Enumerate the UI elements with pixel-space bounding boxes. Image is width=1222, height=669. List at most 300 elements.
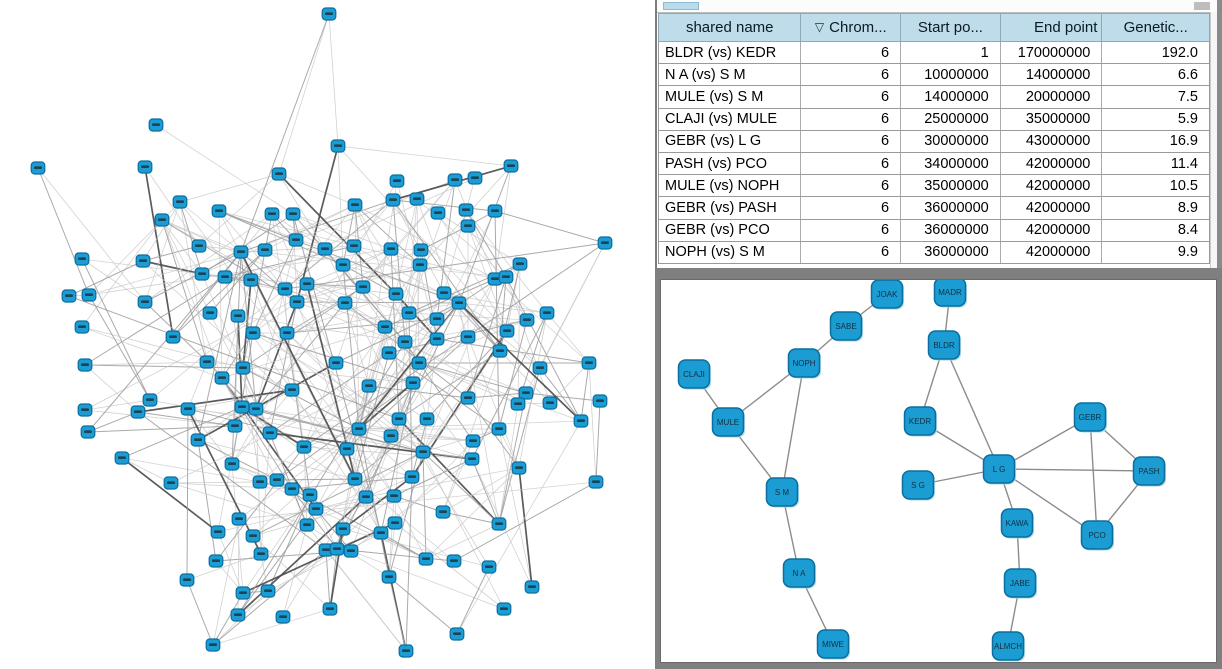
table-cell[interactable]: 6 <box>801 220 901 241</box>
node-label-illegible <box>169 335 177 338</box>
detail-network-canvas[interactable] <box>661 280 1216 662</box>
table-cell[interactable]: 8.4 <box>1177 222 1198 239</box>
network-node[interactable] <box>416 446 430 458</box>
table-cell[interactable]: 10.5 <box>1169 177 1198 194</box>
node-label-illegible <box>292 238 300 241</box>
network-node[interactable] <box>413 259 427 271</box>
network-node[interactable] <box>318 243 332 255</box>
network-node[interactable] <box>402 307 416 319</box>
network-node[interactable] <box>280 327 294 339</box>
table-grid <box>658 13 1210 264</box>
network-node[interactable] <box>392 413 406 425</box>
network-node[interactable] <box>231 310 245 322</box>
table-cell[interactable]: 42000000 <box>1001 153 1103 174</box>
network-node[interactable] <box>289 234 303 246</box>
network-node[interactable] <box>338 297 352 309</box>
network-node[interactable] <box>386 194 400 206</box>
node-label-illegible <box>491 209 499 212</box>
table-cell[interactable]: MULE (vs) S M <box>659 86 801 107</box>
table-cell[interactable]: 8.9 <box>1177 199 1198 216</box>
network-node[interactable] <box>228 420 242 432</box>
network-node[interactable] <box>203 307 217 319</box>
node-label-illegible <box>139 259 147 262</box>
network-node-NA[interactable] <box>784 559 817 589</box>
node-label-illegible <box>415 361 423 364</box>
network-edge <box>526 393 600 401</box>
network-edge-NOPH-SM[interactable] <box>782 363 804 492</box>
network-node[interactable] <box>420 413 434 425</box>
network-node[interactable] <box>235 401 249 413</box>
table-cell[interactable]: 35000000 <box>901 175 1001 196</box>
network-node[interactable] <box>265 208 279 220</box>
network-node[interactable] <box>246 327 260 339</box>
node-label-illegible <box>266 431 274 434</box>
network-node[interactable] <box>244 274 258 286</box>
table-row[interactable] <box>659 242 1209 264</box>
network-node[interactable] <box>249 403 263 415</box>
node-label-illegible <box>523 318 531 321</box>
table-cell[interactable]: 6 <box>801 64 901 85</box>
table-cell[interactable]: MULE (vs) NOPH <box>659 175 801 196</box>
network-node[interactable] <box>192 240 206 252</box>
network-node[interactable] <box>448 174 462 186</box>
network-node[interactable] <box>412 357 426 369</box>
network-node[interactable] <box>465 453 479 465</box>
table-row[interactable] <box>659 153 1209 175</box>
network-node[interactable] <box>211 526 225 538</box>
horizontal-scrollbar[interactable] <box>657 0 1222 13</box>
network-node[interactable] <box>138 161 152 173</box>
node-label-illegible <box>516 262 524 265</box>
table-cell[interactable]: 6 <box>801 131 901 152</box>
network-node[interactable] <box>504 160 518 172</box>
network-node[interactable] <box>330 543 344 555</box>
network-node[interactable] <box>389 288 403 300</box>
network-node[interactable] <box>384 430 398 442</box>
table-cell[interactable]: 7.5 <box>1177 88 1198 105</box>
table-row[interactable] <box>659 42 1209 64</box>
network-node[interactable] <box>75 321 89 333</box>
network-node[interactable] <box>322 8 336 20</box>
network-node[interactable] <box>263 427 277 439</box>
network-node-SABE[interactable] <box>831 312 864 342</box>
network-node[interactable] <box>155 214 169 226</box>
network-node[interactable] <box>431 207 445 219</box>
network-node[interactable] <box>323 603 337 615</box>
node-label-illegible <box>450 559 458 562</box>
table-cell[interactable]: 43000000 <box>1001 131 1103 152</box>
network-node[interactable] <box>543 397 557 409</box>
network-node[interactable] <box>492 423 506 435</box>
network-node[interactable] <box>582 357 596 369</box>
network-node[interactable] <box>348 199 362 211</box>
node-label-illegible <box>78 257 86 260</box>
network-node[interactable] <box>290 296 304 308</box>
network-node[interactable] <box>300 278 314 290</box>
network-node[interactable] <box>336 259 350 271</box>
network-node[interactable] <box>500 325 514 337</box>
node-label-illegible <box>546 401 554 404</box>
table-cell[interactable]: 6 <box>801 109 901 130</box>
network-node[interactable] <box>212 205 226 217</box>
network-node[interactable] <box>272 168 286 180</box>
network-node[interactable] <box>344 545 358 557</box>
network-node[interactable] <box>511 398 525 410</box>
network-node[interactable] <box>138 296 152 308</box>
table-cell[interactable]: 11.4 <box>1170 155 1198 172</box>
node-label-illegible <box>422 557 430 560</box>
network-node[interactable] <box>468 172 482 184</box>
network-node[interactable] <box>359 491 373 503</box>
network-node-MULE[interactable] <box>713 408 746 438</box>
network-node[interactable] <box>452 297 466 309</box>
network-node[interactable] <box>164 477 178 489</box>
network-node[interactable] <box>181 403 195 415</box>
network-node[interactable] <box>340 443 354 455</box>
column-header-label: Chrom... <box>829 19 887 36</box>
network-node[interactable] <box>513 258 527 270</box>
network-node[interactable] <box>387 490 401 502</box>
network-node[interactable] <box>593 395 607 407</box>
network-node[interactable] <box>430 333 444 345</box>
network-node[interactable] <box>398 336 412 348</box>
table-cell[interactable]: 14000000 <box>1001 64 1103 85</box>
table-cell[interactable]: 6 <box>801 242 901 263</box>
network-node[interactable] <box>533 362 547 374</box>
network-node-KEDR[interactable] <box>905 407 938 437</box>
network-node[interactable] <box>382 347 396 359</box>
node-label-illegible <box>247 278 255 281</box>
network-node[interactable] <box>384 243 398 255</box>
node-label-illegible <box>249 331 257 334</box>
network-node[interactable] <box>414 244 428 256</box>
network-node[interactable] <box>493 345 507 357</box>
network-node[interactable] <box>461 331 475 343</box>
table-cell[interactable]: 25000000 <box>901 109 1001 130</box>
table-cell[interactable]: GEBR (vs) PASH <box>659 197 801 218</box>
network-node[interactable] <box>374 527 388 539</box>
table-cell[interactable]: 192.0 <box>1161 44 1198 61</box>
node-label-illegible <box>326 607 334 610</box>
table-cell[interactable]: 6 <box>801 175 901 196</box>
node-label: ALMCH <box>993 641 1023 651</box>
network-node[interactable] <box>492 518 506 530</box>
column-header-label: Genetic... <box>1123 19 1188 36</box>
node-label-illegible <box>350 244 358 247</box>
node-label-illegible <box>167 481 175 484</box>
network-node[interactable] <box>466 435 480 447</box>
node-label-illegible <box>392 292 400 295</box>
table-cell[interactable]: 14000000 <box>901 86 1001 107</box>
network-node[interactable] <box>236 587 250 599</box>
network-node[interactable] <box>258 244 272 256</box>
network-node-LG[interactable] <box>984 455 1017 485</box>
table-row[interactable] <box>659 131 1209 153</box>
network-node[interactable] <box>309 503 323 515</box>
network-node[interactable] <box>82 289 96 301</box>
network-node[interactable] <box>430 313 444 325</box>
network-node[interactable] <box>286 208 300 220</box>
network-node[interactable] <box>574 415 588 427</box>
network-node[interactable] <box>246 530 260 542</box>
table-cell[interactable]: 36000000 <box>901 197 1001 218</box>
hscroll-thumb[interactable] <box>663 2 699 10</box>
node-label-illegible <box>209 643 217 646</box>
network-node[interactable] <box>166 331 180 343</box>
table-cell[interactable]: 16.9 <box>1169 133 1198 150</box>
network-node[interactable] <box>254 548 268 560</box>
network-node[interactable] <box>378 321 392 333</box>
column-header-0[interactable] <box>659 14 801 41</box>
table-cell[interactable]: 30000000 <box>901 131 1001 152</box>
network-node-NOPH[interactable] <box>789 349 822 379</box>
network-node[interactable] <box>405 471 419 483</box>
network-node[interactable] <box>173 196 187 208</box>
node-label-illegible <box>413 197 421 200</box>
node-label-illegible <box>455 301 463 304</box>
network-node[interactable] <box>78 359 92 371</box>
column-header-3[interactable] <box>1001 14 1103 41</box>
network-node[interactable] <box>261 585 275 597</box>
network-node[interactable] <box>200 356 214 368</box>
network-node[interactable] <box>143 394 157 406</box>
network-node[interactable] <box>352 423 366 435</box>
node-label-illegible <box>416 263 424 266</box>
column-header-2[interactable] <box>901 14 1001 41</box>
network-node[interactable] <box>191 434 205 446</box>
table-cell[interactable]: GEBR (vs) PCO <box>659 220 801 241</box>
node-label-illegible <box>239 366 247 369</box>
table-cell[interactable]: N A (vs) S M <box>659 64 801 85</box>
network-node[interactable] <box>215 372 229 384</box>
network-node[interactable] <box>525 581 539 593</box>
table-cell[interactable]: CLAJI (vs) MULE <box>659 109 801 130</box>
network-node[interactable] <box>297 441 311 453</box>
node-label-illegible <box>341 301 349 304</box>
table-row[interactable] <box>659 220 1209 242</box>
table-cell[interactable]: GEBR (vs) L G <box>659 131 801 152</box>
table-cell[interactable]: NOPH (vs) S M <box>659 242 801 263</box>
network-node[interactable] <box>278 283 292 295</box>
table-cell[interactable]: 5.9 <box>1177 111 1198 128</box>
network-node[interactable] <box>149 119 163 131</box>
network-node[interactable] <box>450 628 464 640</box>
network-edge <box>326 550 330 609</box>
network-node[interactable] <box>253 476 267 488</box>
network-node-MADR[interactable] <box>935 280 968 308</box>
node-label-illegible <box>184 407 192 410</box>
table-row[interactable] <box>659 109 1209 131</box>
table-cell[interactable]: 10000000 <box>901 64 1001 85</box>
table-cell[interactable]: 42000000 <box>1001 175 1103 196</box>
network-node[interactable] <box>329 357 343 369</box>
network-node[interactable] <box>447 555 461 567</box>
network-node[interactable] <box>225 458 239 470</box>
network-node[interactable] <box>461 392 475 404</box>
network-node-SG[interactable] <box>903 471 936 501</box>
table-cell[interactable]: 6 <box>801 197 901 218</box>
network-node[interactable] <box>362 380 376 392</box>
edge-attribute-table-panel <box>655 0 1222 268</box>
table-cell[interactable]: 35000000 <box>1001 109 1103 130</box>
network-node[interactable] <box>285 384 299 396</box>
network-node[interactable] <box>31 162 45 174</box>
network-node[interactable] <box>234 246 248 258</box>
network-node[interactable] <box>512 462 526 474</box>
network-node[interactable] <box>115 452 129 464</box>
network-edge-BLDR-LG[interactable] <box>944 345 999 469</box>
node-label-illegible <box>206 311 214 314</box>
table-cell[interactable]: 6 <box>801 86 901 107</box>
network-node[interactable] <box>598 237 612 249</box>
node-label-illegible <box>522 391 530 394</box>
table-row[interactable] <box>659 64 1209 86</box>
network-node[interactable] <box>303 489 317 501</box>
network-node[interactable] <box>436 506 450 518</box>
network-edge <box>122 458 218 532</box>
network-node[interactable] <box>461 220 475 232</box>
table-cell[interactable]: 9.9 <box>1177 244 1198 261</box>
table-cell[interactable]: 42000000 <box>1001 220 1103 241</box>
network-node[interactable] <box>236 362 250 374</box>
node-label-illegible <box>402 649 410 652</box>
network-node[interactable] <box>437 287 451 299</box>
network-node-JABE[interactable] <box>1005 569 1038 599</box>
network-node[interactable] <box>81 426 95 438</box>
node-label-illegible <box>543 311 551 314</box>
node-label-illegible <box>195 244 203 247</box>
table-cell[interactable]: 36000000 <box>901 242 1001 263</box>
network-node[interactable] <box>331 140 345 152</box>
network-node-PCO[interactable] <box>1082 521 1115 551</box>
network-node[interactable] <box>209 555 223 567</box>
network-node[interactable] <box>390 175 404 187</box>
node-label-illegible <box>596 399 604 402</box>
node-label: JOAK <box>876 289 898 299</box>
network-node[interactable] <box>195 268 209 280</box>
network-node[interactable] <box>589 476 603 488</box>
network-node-CLAJI[interactable] <box>679 360 712 390</box>
vertical-scrollbar[interactable] <box>1210 12 1217 268</box>
network-node-SM[interactable] <box>767 478 800 508</box>
network-edge <box>540 368 581 421</box>
network-node[interactable] <box>206 639 220 651</box>
table-cell[interactable]: 170000000 <box>1001 42 1103 63</box>
network-node[interactable] <box>540 307 554 319</box>
network-node[interactable] <box>499 271 513 283</box>
network-node[interactable] <box>410 193 424 205</box>
node-label-illegible <box>423 417 431 420</box>
network-node[interactable] <box>406 377 420 389</box>
node-label: CLAJI <box>683 369 705 379</box>
network-node[interactable] <box>520 314 534 326</box>
table-cell[interactable]: 36000000 <box>901 220 1001 241</box>
network-node[interactable] <box>232 513 246 525</box>
network-node[interactable] <box>497 603 511 615</box>
table-cell[interactable]: 42000000 <box>1001 197 1103 218</box>
filter-icon[interactable]: ▽ <box>814 19 825 34</box>
hscroll-end-block[interactable] <box>1194 2 1210 10</box>
network-node[interactable] <box>218 271 232 283</box>
table-cell[interactable]: 34000000 <box>901 153 1001 174</box>
node-label-illegible <box>84 430 92 433</box>
node-label: NOPH <box>792 358 816 368</box>
network-node[interactable] <box>276 611 290 623</box>
table-cell[interactable]: 42000000 <box>1001 242 1103 263</box>
table-cell[interactable]: 6 <box>801 42 901 63</box>
network-node[interactable] <box>347 240 361 252</box>
node-label-illegible <box>381 325 389 328</box>
network-node[interactable] <box>270 474 284 486</box>
network-edge <box>499 429 532 587</box>
node-label-illegible <box>514 402 522 405</box>
node-label-illegible <box>334 144 342 147</box>
network-node[interactable] <box>419 553 433 565</box>
network-node[interactable] <box>336 523 350 535</box>
table-row[interactable] <box>659 86 1209 108</box>
network-node[interactable] <box>62 290 76 302</box>
network-node[interactable] <box>131 406 145 418</box>
column-header-4[interactable] <box>1102 14 1209 41</box>
network-node[interactable] <box>356 281 370 293</box>
network-edge-GEBR-PCO[interactable] <box>1090 417 1097 535</box>
network-node[interactable] <box>231 609 245 621</box>
node-label-illegible <box>485 565 493 568</box>
column-header-1[interactable] <box>801 14 901 41</box>
table-cell[interactable]: 20000000 <box>1001 86 1103 107</box>
network-edge <box>171 482 260 483</box>
network-node-PASH[interactable] <box>1134 457 1167 487</box>
table-cell[interactable]: 1 <box>901 42 1001 63</box>
network-node[interactable] <box>300 519 314 531</box>
node-label-illegible <box>387 247 395 250</box>
network-edge <box>581 363 589 421</box>
network-node[interactable] <box>388 517 402 529</box>
network-node[interactable] <box>482 561 496 573</box>
network-node[interactable] <box>459 204 473 216</box>
table-row[interactable] <box>659 197 1209 219</box>
network-node[interactable] <box>75 253 89 265</box>
network-node[interactable] <box>180 574 194 586</box>
network-edge-LG-PASH[interactable] <box>999 469 1149 471</box>
network-node-MIWE[interactable] <box>818 630 851 660</box>
network-node[interactable] <box>78 404 92 416</box>
table-cell[interactable]: 6 <box>801 153 901 174</box>
node-label-illegible <box>264 589 272 592</box>
table-cell[interactable]: PASH (vs) PCO <box>659 153 801 174</box>
network-node[interactable] <box>348 473 362 485</box>
network-node[interactable] <box>519 387 533 399</box>
node-label: GEBR <box>1078 412 1102 422</box>
network-node[interactable] <box>136 255 150 267</box>
node-label-illegible <box>321 247 329 250</box>
table-cell[interactable]: 6.6 <box>1177 66 1198 83</box>
network-edge <box>495 166 511 279</box>
network-node[interactable] <box>382 571 396 583</box>
table-cell[interactable]: BLDR (vs) KEDR <box>659 42 801 63</box>
network-edge <box>457 567 489 634</box>
network-node-BLDR[interactable] <box>929 331 962 361</box>
table-row[interactable] <box>659 175 1209 197</box>
network-node-JOAK[interactable] <box>872 280 905 310</box>
network-node-GEBR[interactable] <box>1075 403 1108 433</box>
network-node[interactable] <box>488 205 502 217</box>
network-node[interactable] <box>285 483 299 495</box>
network-node[interactable] <box>399 645 413 657</box>
network-node-KAWA[interactable] <box>1002 509 1035 539</box>
network-node-ALMCH[interactable] <box>993 632 1026 662</box>
network-edge <box>596 401 600 482</box>
